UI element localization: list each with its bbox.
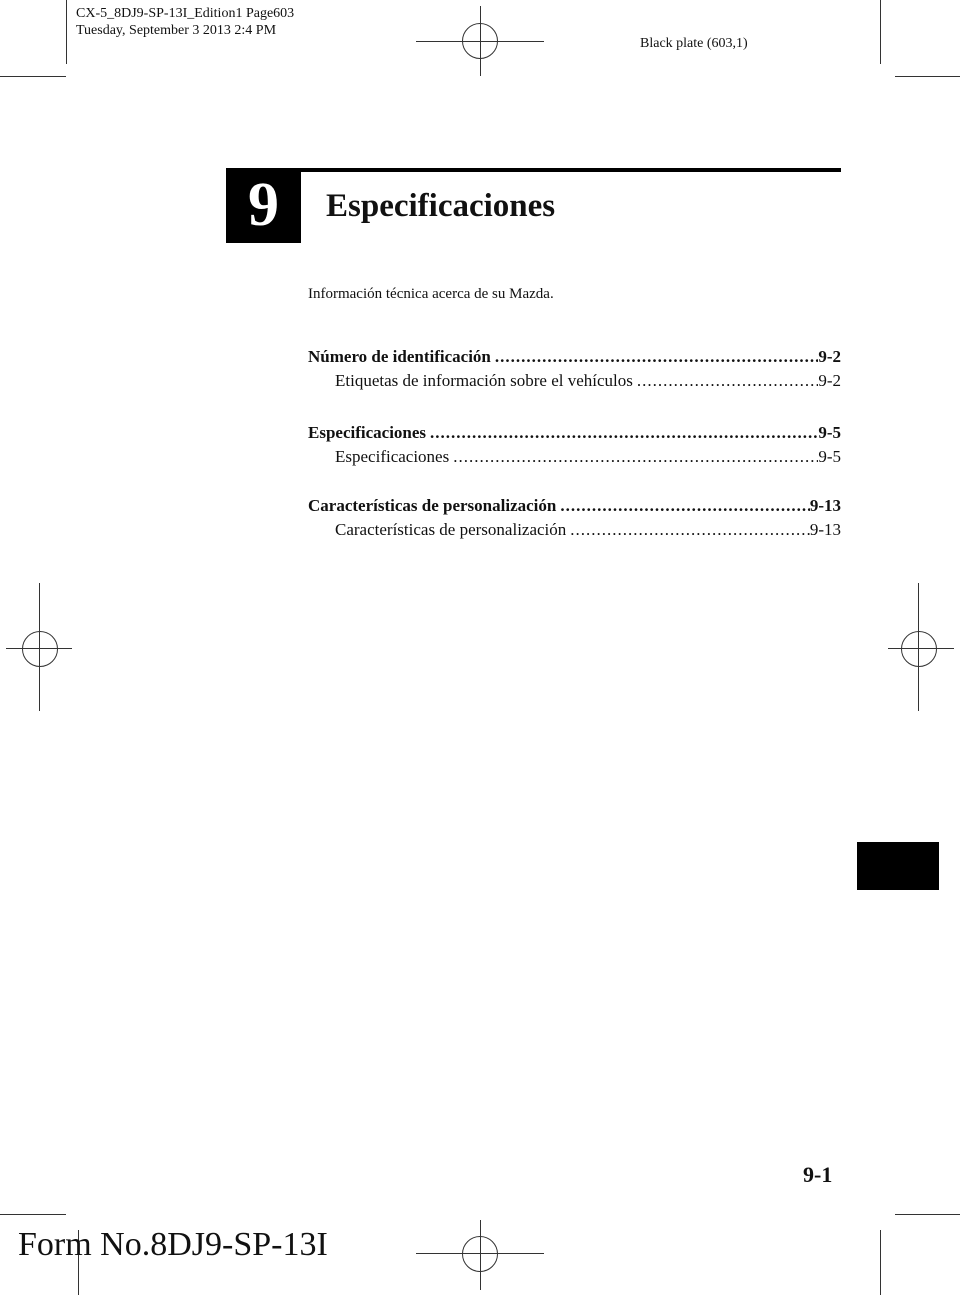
toc-entry-label: Características de personalización <box>308 496 557 515</box>
toc-leader-dots <box>426 422 818 444</box>
toc-entry-page: 9-2 <box>818 347 841 366</box>
crop-line <box>0 1214 66 1215</box>
chapter-intro: Información técnica acerca de su Mazda. <box>308 286 554 302</box>
toc-leader-dots <box>449 446 818 468</box>
toc-entry-page: 9-13 <box>809 520 841 539</box>
toc-leader-dots <box>556 495 809 517</box>
toc-entry-label: Número de identificación <box>308 347 491 366</box>
toc-entry-label: Etiquetas de información sobre el vehículos <box>335 371 633 390</box>
registration-circle <box>901 631 937 667</box>
chapter-thumb-tab <box>857 842 939 890</box>
toc-leader-dots <box>566 519 810 541</box>
registration-circle <box>22 631 58 667</box>
toc-entry-page: 9-5 <box>818 447 841 466</box>
toc-entry-page: 9-13 <box>809 496 841 515</box>
toc-leader-dots <box>633 370 818 392</box>
chapter-rule <box>301 168 841 172</box>
crop-line <box>66 0 67 64</box>
crop-line <box>880 1230 881 1295</box>
registration-circle <box>462 1236 498 1272</box>
print-job-line: CX-5_8DJ9-SP-13I_Edition1 Page603 <box>76 6 295 21</box>
toc-entry[interactable] <box>335 370 841 392</box>
toc-entry-page: 9-2 <box>818 371 841 390</box>
toc-entry[interactable] <box>335 519 841 541</box>
crop-line <box>895 1214 960 1215</box>
toc-entry-label: Especificaciones <box>335 447 450 466</box>
crop-line <box>880 0 881 64</box>
print-date-line: Tuesday, September 3 2013 2:4 PM <box>76 23 277 38</box>
toc-leader-dots <box>491 346 818 368</box>
chapter-number-box: 9 <box>226 168 301 243</box>
toc-entry[interactable] <box>308 346 841 368</box>
print-plate: Black plate (603,1) <box>640 36 748 51</box>
registration-circle <box>462 23 498 59</box>
toc-entry[interactable] <box>335 446 841 468</box>
toc-entry-page: 9-5 <box>818 423 841 442</box>
chapter-title: Especificaciones <box>326 188 556 224</box>
crop-line <box>895 76 960 77</box>
toc-entry[interactable] <box>308 495 841 517</box>
toc-entry-label: Especificaciones <box>308 423 427 442</box>
page-number: 9-1 <box>803 1162 833 1187</box>
toc-entry-label: Características de personalización <box>335 520 567 539</box>
form-number: Form No.8DJ9-SP-13I <box>18 1226 328 1263</box>
crop-line <box>0 76 66 77</box>
toc-entry[interactable] <box>308 422 841 444</box>
